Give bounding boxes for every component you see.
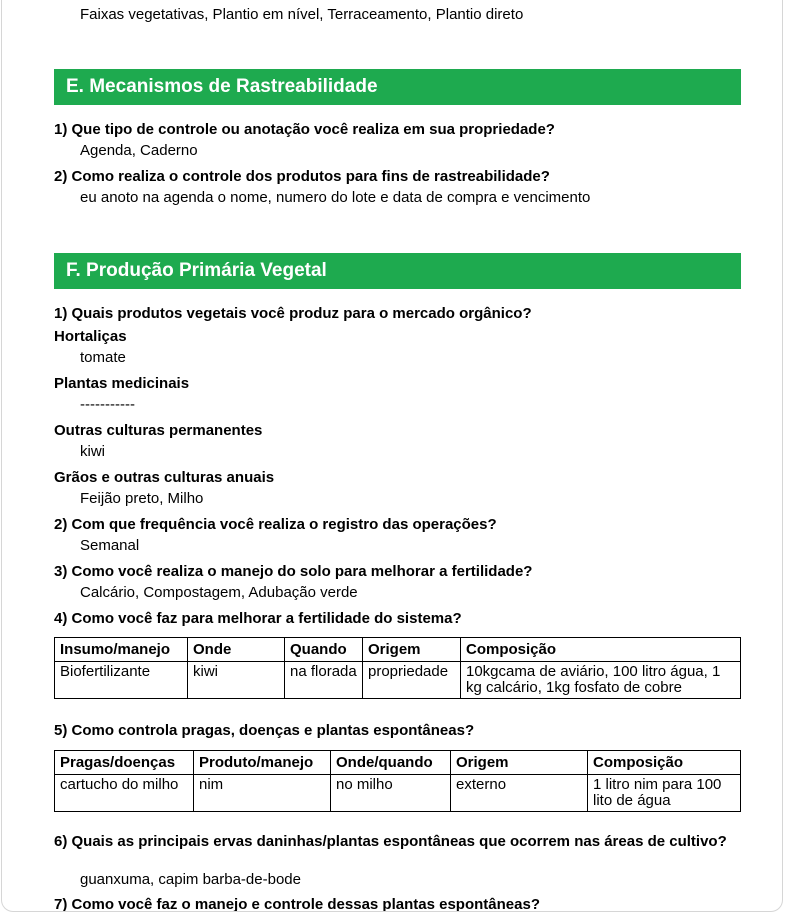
table-row: [55, 662, 741, 699]
column-header: Origem: [451, 751, 588, 775]
column-header: Origem: [363, 638, 461, 662]
column-header: Onde/quando: [331, 751, 451, 775]
table-cell: externo: [451, 775, 588, 812]
category-hortalicas: Hortaliças: [54, 328, 127, 345]
column-header: Composição: [588, 751, 741, 775]
column-header: Onde: [188, 638, 285, 662]
column-header: Produto/manejo: [194, 751, 331, 775]
table-cell: cartucho do milho: [55, 775, 194, 812]
answer-f2: Semanal: [80, 537, 140, 554]
column-header: Quando: [285, 638, 363, 662]
category-plantas-medicinais: Plantas medicinais: [54, 375, 190, 392]
table-cell: 10kgcama de aviário, 100 litro água, 1 kg calcário, 1kg fosfato de cobre: [461, 662, 741, 699]
question-f3: 3) Como você realiza o manejo do solo para melhorar a fertilidade?: [54, 563, 533, 580]
table-cell: 1 litro nim para 100 lito de água: [588, 775, 741, 812]
document-page: [1, 0, 783, 912]
column-header: Insumo/manejo: [55, 638, 188, 662]
table-cell: propriedade: [363, 662, 461, 699]
question-f6: 6) Quais as principais ervas daninhas/plantas espontâneas que ocorrem nas áreas de cultivo?: [54, 833, 727, 850]
table-cell: Biofertilizante: [55, 662, 188, 699]
table-cell: nim: [194, 775, 331, 812]
answer-e2: eu anoto na agenda o nome, numero do lote e data de compra e vencimento: [80, 189, 591, 206]
question-f4: 4) Como você faz para melhorar a fertilidade do sistema?: [54, 610, 462, 627]
table-header-row: [55, 638, 741, 662]
category-outras-culturas: Outras culturas permanentes: [54, 422, 263, 439]
question-f1: 1) Quais produtos vegetais você produz para o mercado orgânico?: [54, 305, 532, 322]
table-cell: na florada: [285, 662, 363, 699]
table-header-row: [55, 751, 741, 775]
table-cell: kiwi: [188, 662, 285, 699]
table-cell: no milho: [331, 775, 451, 812]
category-plantas-medicinais-value: -----------: [80, 396, 135, 413]
question-f2: 2) Com que frequência você realiza o registro das operações?: [54, 516, 497, 533]
table-row: [55, 775, 741, 812]
column-header: Composição: [461, 638, 741, 662]
column-header: Pragas/doenças: [55, 751, 194, 775]
fertility-table: [54, 637, 741, 699]
category-outras-culturas-value: kiwi: [80, 443, 105, 460]
pest-control-table: [54, 750, 741, 812]
question-f7: 7) Como você faz o manejo e controle dessas plantas espontâneas?: [54, 896, 540, 912]
section-e-header: E. Mecanismos de Rastreabilidade: [54, 69, 741, 105]
category-graos: Grãos e outras culturas anuais: [54, 469, 275, 486]
answer-soil-conservation: Faixas vegetativas, Plantio em nível, Terraceamento, Plantio direto: [80, 6, 524, 23]
answer-e1: Agenda, Caderno: [80, 142, 198, 159]
question-e2: 2) Como realiza o controle dos produtos para fins de rastreabilidade?: [54, 168, 550, 185]
category-graos-value: Feijão preto, Milho: [80, 490, 204, 507]
question-f5: 5) Como controla pragas, doenças e plantas espontâneas?: [54, 722, 475, 739]
answer-f6: guanxuma, capim barba-de-bode: [80, 871, 301, 888]
question-e1: 1) Que tipo de controle ou anotação você realiza em sua propriedade?: [54, 121, 555, 138]
category-hortalicas-value: tomate: [80, 349, 126, 366]
section-f-header: F. Produção Primária Vegetal: [54, 253, 741, 289]
answer-f3: Calcário, Compostagem, Adubação verde: [80, 584, 358, 601]
